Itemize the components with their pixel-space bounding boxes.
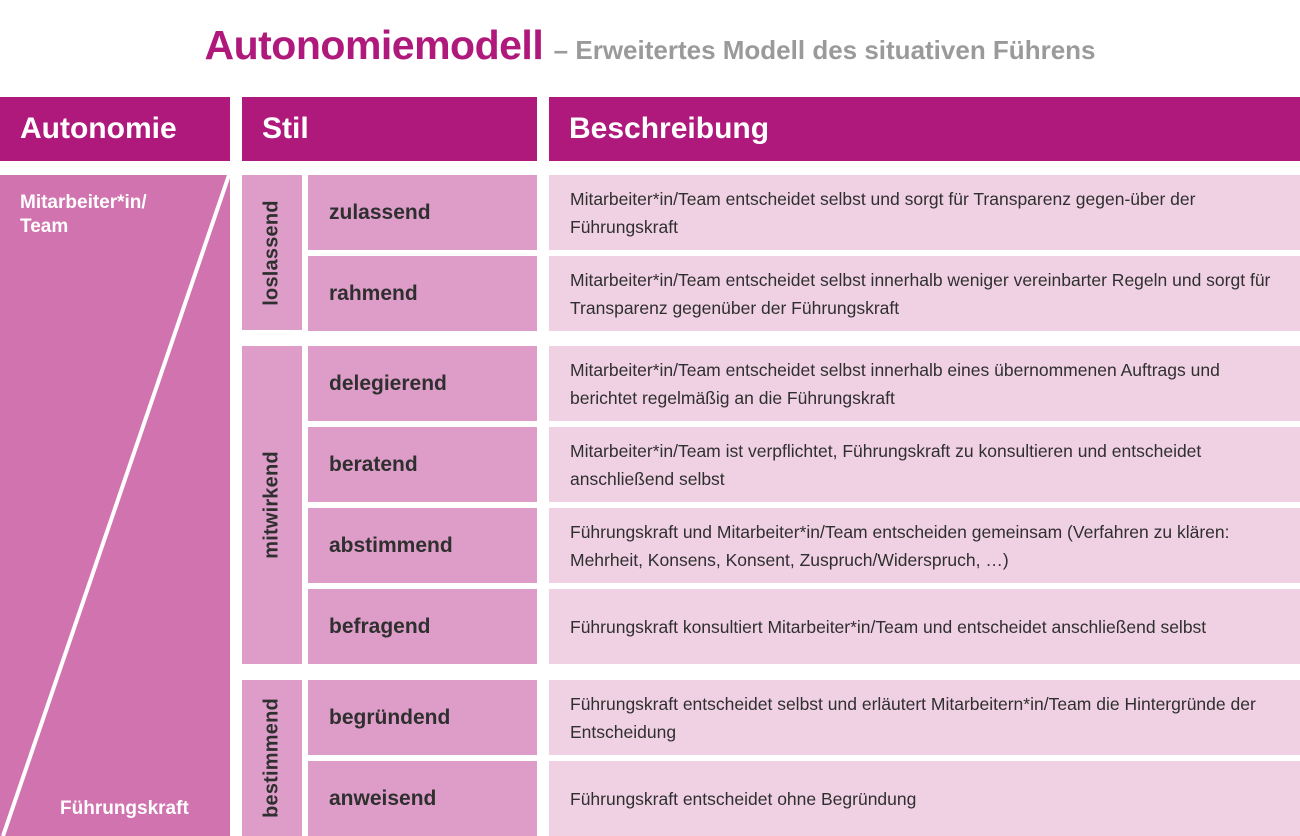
group-label: loslassend bbox=[260, 199, 283, 306]
autonomy-top-label bbox=[20, 191, 147, 239]
group-cell-bestimmend bbox=[242, 680, 302, 836]
description-cell: Mitarbeiter*in/Team ist verpflichtet, Führungskraft zu konsultieren und entscheidet anschließend selbst bbox=[549, 427, 1300, 502]
page-title bbox=[0, 22, 1300, 69]
style-cell: beratend bbox=[308, 427, 537, 502]
autonomy-top-label-line2: Team bbox=[20, 216, 69, 237]
description-cell: Mitarbeiter*in/Team entscheidet selbst innerhalb eines übernommenen Auftrags und berichtet regelmäßig an die Führungskraft bbox=[549, 346, 1300, 421]
group-label: mitwirkend bbox=[260, 451, 283, 559]
autonomy-bottom-label: Führungskraft bbox=[60, 798, 189, 819]
style-cell: anweisend bbox=[308, 761, 537, 836]
style-cell: abstimmend bbox=[308, 508, 537, 583]
description-cell: Führungskraft entscheidet selbst und erläutert Mitarbeitern*in/Team die Hintergründe der Entscheidung bbox=[549, 680, 1300, 755]
header-style: Stil bbox=[242, 97, 537, 161]
title-main: Autonomiemodell bbox=[204, 22, 544, 68]
description-cell: Führungskraft und Mitarbeiter*in/Team entscheiden gemeinsam (Verfahren zu klären: Mehrheit, Konsens, Konsent, Zuspruch/Widerspruch, …) bbox=[549, 508, 1300, 583]
description-cell: Mitarbeiter*in/Team entscheidet selbst innerhalb weniger vereinbarter Regeln und sorgt für Transparenz gegenüber der Führungskraft bbox=[549, 256, 1300, 331]
style-cell: rahmend bbox=[308, 256, 537, 331]
style-cell: zulassend bbox=[308, 175, 537, 250]
autonomy-diagonal-divider bbox=[0, 175, 230, 836]
group-cell-mitwirkend bbox=[242, 346, 302, 664]
group-cell-loslassend bbox=[242, 175, 302, 330]
style-cell: delegierend bbox=[308, 346, 537, 421]
description-cell: Mitarbeiter*in/Team entscheidet selbst und sorgt für Transparenz gegen-über der Führungskraft bbox=[549, 175, 1300, 250]
description-cell: Führungskraft konsultiert Mitarbeiter*in/Team und entscheidet anschließend selbst bbox=[549, 589, 1300, 664]
header-description: Beschreibung bbox=[549, 97, 1300, 161]
autonomy-top-label-line1: Mitarbeiter*in/ bbox=[20, 192, 147, 213]
header-autonomy: Autonomie bbox=[0, 97, 230, 161]
description-cell: Führungskraft entscheidet ohne Begründung bbox=[549, 761, 1300, 836]
group-label: bestimmend bbox=[260, 698, 283, 818]
style-cell: begründend bbox=[308, 680, 537, 755]
title-subtitle: – Erweitertes Modell des situativen Führens bbox=[553, 35, 1096, 65]
style-cell: befragend bbox=[308, 589, 537, 664]
